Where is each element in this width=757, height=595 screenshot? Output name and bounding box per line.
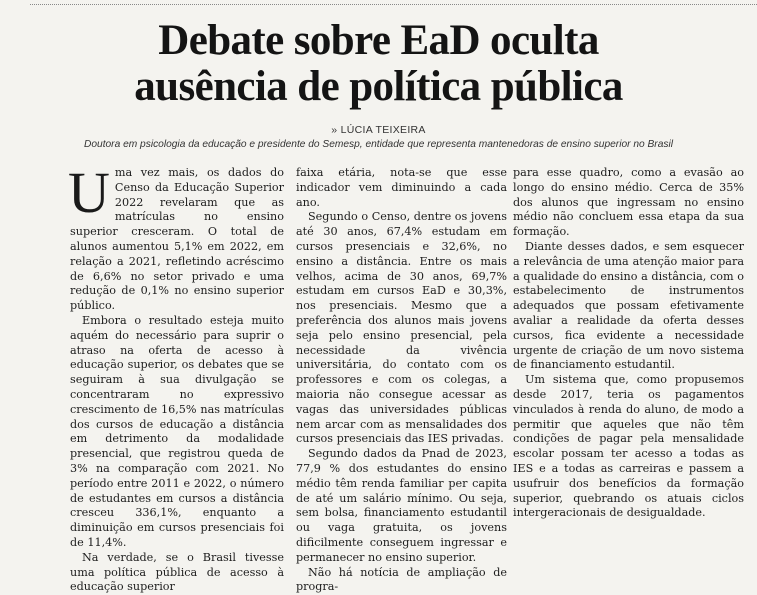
column-2 xyxy=(296,166,507,595)
paragraph: Um sistema que, como propusemos desde 2017, teria os pagamentos vinculados à renda do aluno, de modo a permitir que aqueles que não têm condições de pagar pela mensalidade escolar possam ter acesso a todas as IES e a todas as carreiras e passem a usufruir dos benefícios da formação superior, quebrando os atuais ciclos intergeracionais de desigualdade. xyxy=(513,373,744,520)
author-description: Doutora em psicologia da educação e presidente do Semesp, entidade que representa mantenedoras de ensino superior no Brasil xyxy=(84,139,673,150)
paragraph: Segundo dados da Pnad de 2023, 77,9 % dos estudantes do ensino médio têm renda familiar per capita de até um salário mínimo. Ou seja, sem bolsa, financiamento estudantil ou vaga gratuita, os jovens dificilmente conseguem ingressar e permanecer no ensino superior. xyxy=(296,447,507,564)
headline xyxy=(0,18,757,110)
headline-line-2: ausência de política pública xyxy=(134,63,623,110)
paragraph: Na verdade, se o Brasil tivesse uma política pública de acesso à educação superior xyxy=(70,550,284,594)
paragraph: Não há notícia de ampliação de progra- xyxy=(296,565,507,594)
column-1 xyxy=(68,160,284,595)
paragraph: Diante desses dados, e sem esquecer a relevância de uma atenção maior para a qualidade do ensino a distância, com o estabelecimento de instrumentos adequados que possam efetivamente avaliar a realidade da oferta desses cursos, fica evidente a necessidade urgente de criação de um novo sistema de financiamento estudantil. xyxy=(513,239,744,372)
paragraph: faixa etária, nota-se que esse indicador vem diminuindo a cada ano. xyxy=(296,166,507,209)
paragraph-text: ma vez mais, os dados do Censo da Educação Superior 2022 revelaram que as matrículas no ensino superior cresceram. O total de alunos aumentou 5,1% em 2022, em relação a 2021, refletindo acréscimo de 6,6% no setor privado e uma redução de 0,1% no ensino superior público. xyxy=(70,166,284,313)
paragraph: Embora o resultado esteja muito aquém do necessário para suprir o atraso na oferta de acesso à educação superior, os debates que se seguiram à sua divulgação se concentraram no expressivo crescimento de 16,5% nas matrículas dos cursos de educação a distância em detrimento da modalidade presencial, que registrou queda de 3% na comparação com 2021. No período entre 2011 e 2022, o número de estudantes em cursos a distância cresceu 336,1%, enquanto a diminuição em cursos presenciais foi de 11,4%. xyxy=(70,313,284,549)
paragraph xyxy=(68,160,284,314)
column-3 xyxy=(513,166,744,521)
paragraph: para esse quadro, como a evasão ao longo do ensino médio. Cerca de 35% dos alunos que ingressam no ensino médio não concluem essa etapa da sua formação. xyxy=(513,166,744,239)
byline: » LÚCIA TEIXEIRA xyxy=(331,124,426,136)
paragraph: Segundo o Censo, dentre os jovens até 30 anos, 67,4% estudam em cursos presenciais e 32,6%, no ensino a distância. Entre os mais velhos, acima de 30 anos, 69,7% estudam em cursos EaD e 30,3%, nos presenciais. Mesmo que a preferência dos alunos mais jovens seja pelo ensino presencial, pela necessidade da vivência universitária, do contato com os professores e com os colegas, a maioria não consegue acessar as vagas das universidades públicas nem arcar com as mensalidades dos cursos presenciais das IES privadas. xyxy=(296,210,507,446)
drop-cap: U xyxy=(68,160,110,225)
headline-line-1: Debate sobre EaD oculta xyxy=(158,17,599,64)
top-rule xyxy=(30,4,757,5)
